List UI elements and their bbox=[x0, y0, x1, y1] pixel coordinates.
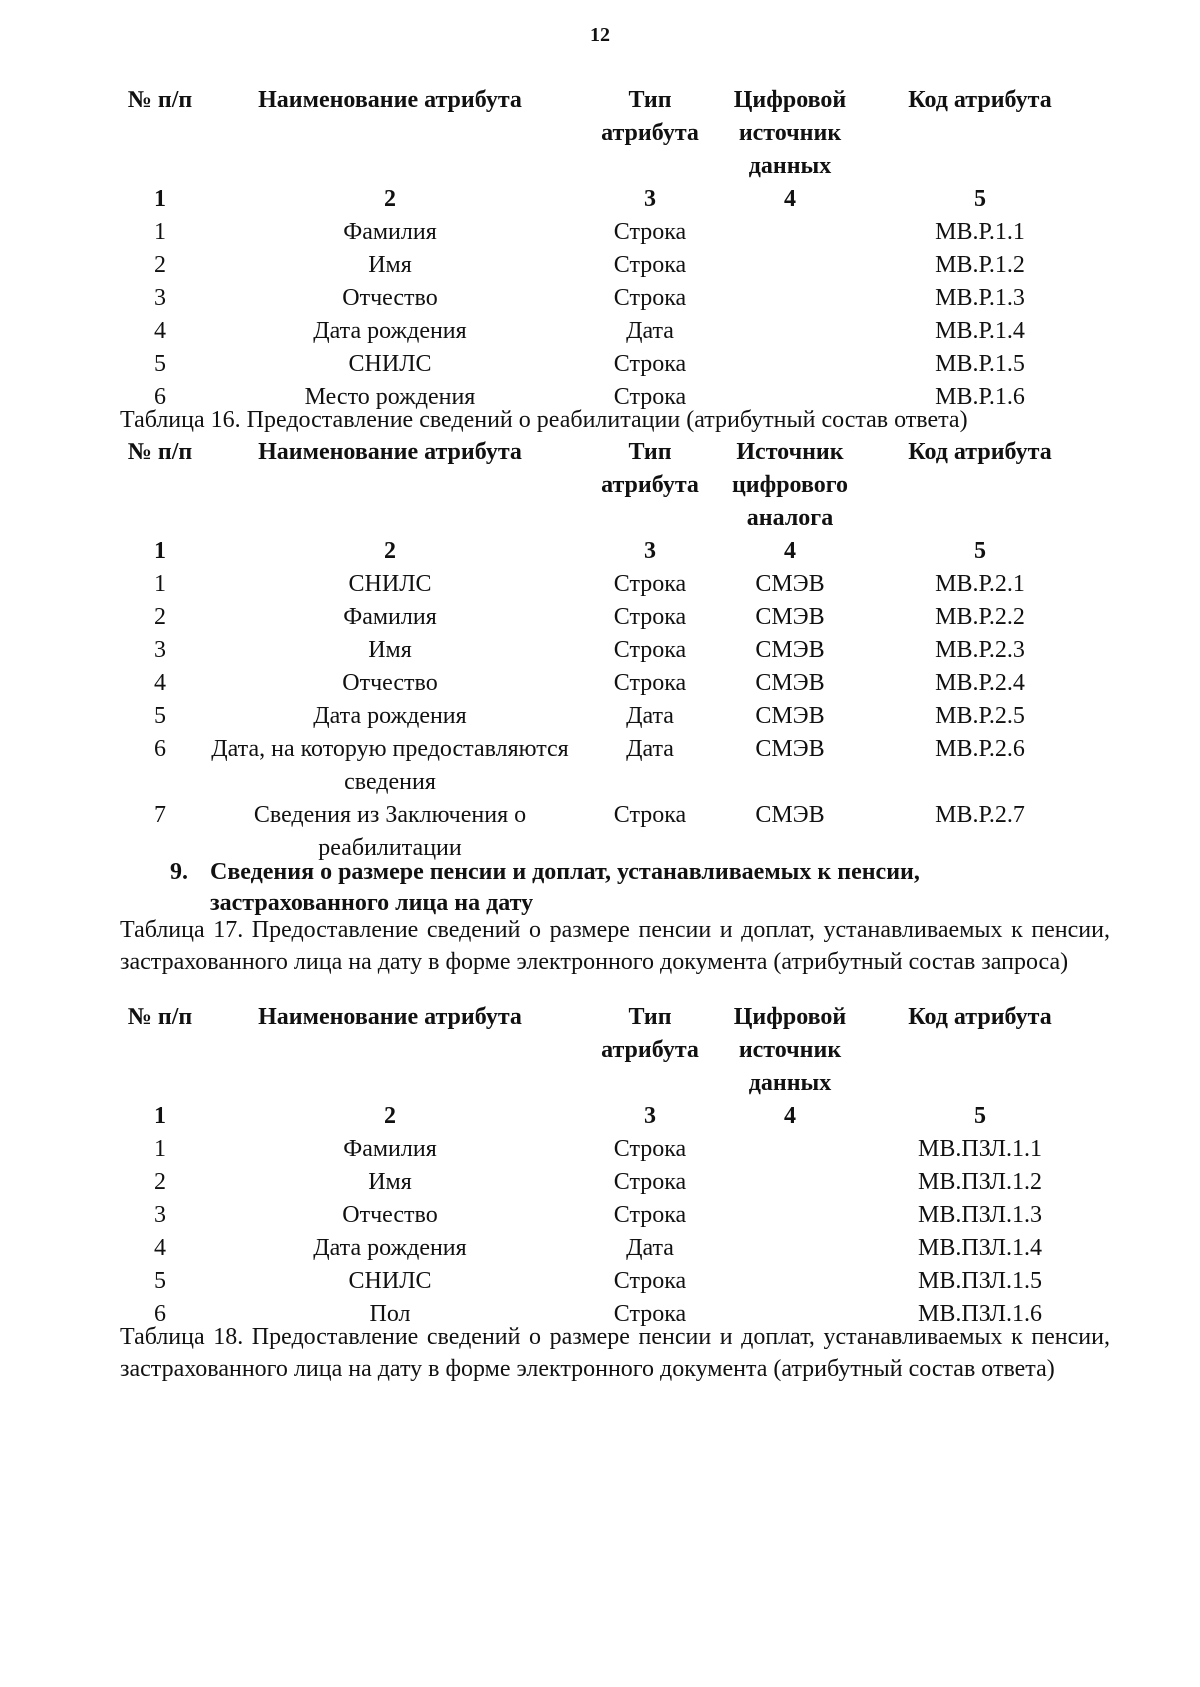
cell-code: МВ.Р.1.5 bbox=[935, 351, 1025, 377]
cell-type: Дата bbox=[626, 1235, 674, 1261]
cell-name: СНИЛС bbox=[348, 351, 432, 377]
header-type: Тип атрибута bbox=[601, 439, 699, 498]
table-17-caption: Таблица 17. Предоставление сведений о размере пенсии и доплат, устанавливаемых к пенсии, застрахованного лица на дату в форме электронного документа (атрибутный состав запроса) bbox=[120, 917, 1110, 975]
cell-type: Строка bbox=[613, 1202, 687, 1228]
cell-code: МВ.Р.2.6 bbox=[935, 736, 1025, 762]
column-number-cell: 2 bbox=[384, 186, 396, 212]
header-source: Источник цифрового аналога bbox=[731, 439, 849, 531]
section-number: 9. bbox=[170, 859, 188, 885]
cell-code: МВ.ПЗЛ.1.2 bbox=[918, 1169, 1042, 1195]
column-number-cell: 5 bbox=[974, 538, 986, 564]
cell-name: Имя bbox=[368, 637, 412, 663]
cell-type: Дата bbox=[626, 736, 674, 762]
cell-no: 1 bbox=[154, 571, 166, 597]
cell-source bbox=[720, 249, 860, 282]
cell-source bbox=[720, 216, 860, 249]
column-number-row bbox=[120, 535, 1100, 568]
cell-name: Дата рождения bbox=[313, 318, 467, 344]
cell-no: 1 bbox=[154, 219, 166, 245]
cell-no: 2 bbox=[154, 604, 166, 630]
cell-type: Строка bbox=[613, 1301, 687, 1327]
cell-name: Имя bbox=[368, 252, 412, 278]
cell-name: Фамилия bbox=[343, 604, 437, 630]
cell-type: Строка bbox=[613, 637, 687, 663]
cell-type: Строка bbox=[613, 285, 687, 311]
cell-type: Дата bbox=[626, 318, 674, 344]
cell-source bbox=[720, 1265, 860, 1298]
cell-no: 3 bbox=[154, 285, 166, 311]
cell-type: Строка bbox=[613, 1268, 687, 1294]
cell-no: 6 bbox=[154, 384, 166, 410]
header-name: Наименование атрибута bbox=[258, 87, 522, 113]
section-title: Сведения о размере пенсии и доплат, устанавливаемых к пенсии, застрахованного лица на дату bbox=[210, 859, 920, 916]
cell-type: Строка bbox=[613, 351, 687, 377]
cell-type: Строка bbox=[613, 604, 687, 630]
column-number-cell: 1 bbox=[154, 186, 166, 212]
cell-source bbox=[720, 315, 860, 348]
cell-source: СМЭВ bbox=[755, 637, 825, 663]
cell-no: 3 bbox=[154, 637, 166, 663]
cell-source: СМЭВ bbox=[755, 703, 825, 729]
table-row bbox=[120, 315, 1100, 348]
cell-name: Дата, на которую предоставляются сведения bbox=[211, 736, 569, 795]
table-row bbox=[120, 568, 1100, 601]
cell-code: МВ.ПЗЛ.1.1 bbox=[918, 1136, 1042, 1162]
table-17 bbox=[120, 1001, 1100, 1331]
cell-no: 5 bbox=[154, 703, 166, 729]
cell-code: МВ.Р.1.1 bbox=[935, 219, 1025, 245]
cell-code: МВ.Р.2.2 bbox=[935, 604, 1025, 630]
cell-source bbox=[720, 348, 860, 381]
cell-type: Строка bbox=[613, 1136, 687, 1162]
column-number-cell: 3 bbox=[644, 1103, 656, 1129]
table-row bbox=[120, 1265, 1100, 1298]
cell-code: МВ.ПЗЛ.1.5 bbox=[918, 1268, 1042, 1294]
table-16 bbox=[120, 436, 1100, 865]
table-header-row bbox=[120, 1001, 1100, 1100]
cell-no: 5 bbox=[154, 351, 166, 377]
table-header-row bbox=[120, 436, 1100, 535]
column-number-row bbox=[120, 1100, 1100, 1133]
table-18-caption: Таблица 18. Предоставление сведений о размере пенсии и доплат, устанавливаемых к пенсии, застрахованного лица на дату в форме электронного документа (атрибутный состав ответа) bbox=[120, 1324, 1110, 1382]
cell-name: Фамилия bbox=[343, 219, 437, 245]
header-code: Код атрибута bbox=[908, 87, 1052, 113]
cell-code: МВ.Р.1.4 bbox=[935, 318, 1025, 344]
cell-type: Строка bbox=[613, 670, 687, 696]
cell-no: 6 bbox=[154, 1301, 166, 1327]
header-name: Наименование атрибута bbox=[258, 1004, 522, 1030]
column-number-cell: 3 bbox=[644, 538, 656, 564]
table-row bbox=[120, 216, 1100, 249]
cell-source: СМЭВ bbox=[755, 802, 825, 828]
cell-code: МВ.Р.1.2 bbox=[935, 252, 1025, 278]
header-source: Цифровой источник данных bbox=[733, 1004, 847, 1096]
table-row bbox=[120, 601, 1100, 634]
cell-code: МВ.ПЗЛ.1.6 bbox=[918, 1301, 1042, 1327]
cell-no: 4 bbox=[154, 1235, 166, 1261]
column-number-cell: 1 bbox=[154, 538, 166, 564]
cell-no: 4 bbox=[154, 670, 166, 696]
cell-type: Строка bbox=[613, 571, 687, 597]
cell-source: СМЭВ bbox=[755, 736, 825, 762]
cell-code: МВ.Р.2.5 bbox=[935, 703, 1025, 729]
cell-source bbox=[720, 1232, 860, 1265]
cell-no: 2 bbox=[154, 252, 166, 278]
table-row bbox=[120, 249, 1100, 282]
cell-code: МВ.ПЗЛ.1.3 bbox=[918, 1202, 1042, 1228]
table-row bbox=[120, 348, 1100, 381]
cell-code: МВ.Р.2.7 bbox=[935, 802, 1025, 828]
table-16-caption: Таблица 16. Предоставление сведений о реабилитации (атрибутный состав ответа) bbox=[120, 407, 968, 433]
header-type: Тип атрибута bbox=[601, 1004, 699, 1063]
table-row bbox=[120, 700, 1100, 733]
cell-name: Сведения из Заключения о реабилитации bbox=[253, 802, 527, 861]
column-number-cell: 5 bbox=[974, 1103, 986, 1129]
cell-name: Дата рождения bbox=[313, 703, 467, 729]
column-number-cell: 2 bbox=[384, 1103, 396, 1129]
page-number: 12 bbox=[590, 24, 610, 46]
cell-name: Пол bbox=[369, 1301, 411, 1327]
cell-type: Строка bbox=[613, 1169, 687, 1195]
cell-source: СМЭВ bbox=[755, 604, 825, 630]
column-number-cell: 4 bbox=[784, 186, 796, 212]
column-number-cell: 4 bbox=[784, 1103, 796, 1129]
table-row bbox=[120, 1232, 1100, 1265]
header-no: № п/п bbox=[127, 439, 193, 465]
cell-type: Строка bbox=[613, 802, 687, 828]
cell-name: Отчество bbox=[342, 670, 438, 696]
header-no: № п/п bbox=[127, 1004, 193, 1030]
cell-name: Дата рождения bbox=[313, 1235, 467, 1261]
cell-source bbox=[720, 1199, 860, 1232]
cell-name: Место рождения bbox=[304, 384, 476, 410]
header-type: Тип атрибута bbox=[601, 87, 699, 146]
cell-source bbox=[720, 1133, 860, 1166]
cell-code: МВ.Р.1.6 bbox=[935, 384, 1025, 410]
table-row bbox=[120, 634, 1100, 667]
header-name: Наименование атрибута bbox=[258, 439, 522, 465]
table-row bbox=[120, 667, 1100, 700]
cell-code: МВ.Р.2.3 bbox=[935, 637, 1025, 663]
table-15-continued bbox=[120, 84, 1100, 414]
header-source: Цифровой источник данных bbox=[733, 87, 847, 179]
cell-source bbox=[720, 282, 860, 315]
table-row bbox=[120, 799, 1100, 865]
cell-type: Строка bbox=[613, 219, 687, 245]
table-row bbox=[120, 1166, 1100, 1199]
cell-code: МВ.Р.2.1 bbox=[935, 571, 1025, 597]
cell-type: Дата bbox=[626, 703, 674, 729]
header-code: Код атрибута bbox=[908, 439, 1052, 465]
cell-no: 5 bbox=[154, 1268, 166, 1294]
cell-type: Строка bbox=[613, 252, 687, 278]
cell-no: 7 bbox=[154, 802, 166, 828]
table-row bbox=[120, 733, 1100, 799]
cell-source: СМЭВ bbox=[755, 571, 825, 597]
cell-no: 3 bbox=[154, 1202, 166, 1228]
table-row bbox=[120, 1133, 1100, 1166]
column-number-row bbox=[120, 183, 1100, 216]
table-row bbox=[120, 282, 1100, 315]
cell-no: 2 bbox=[154, 1169, 166, 1195]
section-9-heading bbox=[170, 857, 1075, 919]
cell-no: 4 bbox=[154, 318, 166, 344]
cell-no: 1 bbox=[154, 1136, 166, 1162]
cell-name: Имя bbox=[368, 1169, 412, 1195]
cell-code: МВ.ПЗЛ.1.4 bbox=[918, 1235, 1042, 1261]
cell-source: СМЭВ bbox=[755, 670, 825, 696]
column-number-cell: 3 bbox=[644, 186, 656, 212]
column-number-cell: 5 bbox=[974, 186, 986, 212]
column-number-cell: 2 bbox=[384, 538, 396, 564]
cell-code: МВ.Р.2.4 bbox=[935, 670, 1025, 696]
cell-code: МВ.Р.1.3 bbox=[935, 285, 1025, 311]
column-number-cell: 1 bbox=[154, 1103, 166, 1129]
cell-source bbox=[720, 1166, 860, 1199]
cell-name: Отчество bbox=[342, 285, 438, 311]
cell-no: 6 bbox=[154, 736, 166, 762]
cell-type: Строка bbox=[613, 384, 687, 410]
header-code: Код атрибута bbox=[908, 1004, 1052, 1030]
cell-name: СНИЛС bbox=[348, 1268, 432, 1294]
header-no: № п/п bbox=[127, 87, 193, 113]
table-header-row bbox=[120, 84, 1100, 183]
column-number-cell: 4 bbox=[784, 538, 796, 564]
cell-name: Фамилия bbox=[343, 1136, 437, 1162]
table-row bbox=[120, 1199, 1100, 1232]
cell-name: СНИЛС bbox=[348, 571, 432, 597]
cell-name: Отчество bbox=[342, 1202, 438, 1228]
